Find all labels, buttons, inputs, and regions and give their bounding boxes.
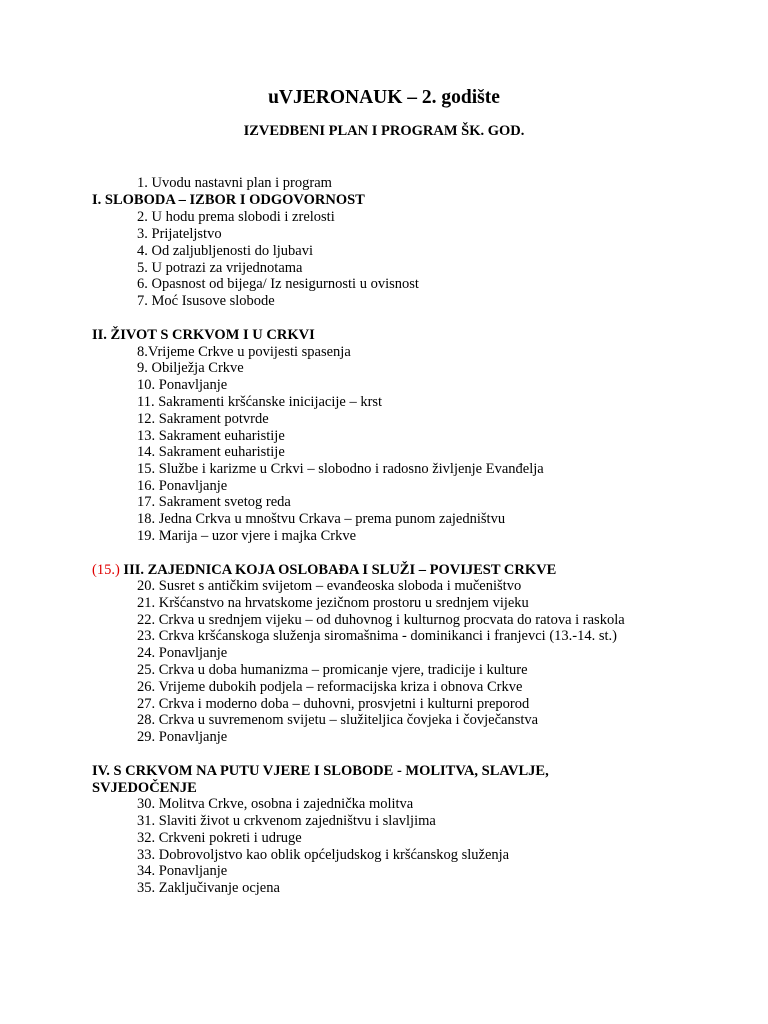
list-item: 16. Ponavljanje <box>137 478 228 494</box>
list-item: 22. Crkva u srednjem vijeku – od duhovnog i kulturnog procvata do ratova i raskola <box>137 612 625 628</box>
list-item: 21. Kršćanstvo na hrvatskome jezičnom prostoru u srednjem vijeku <box>137 595 529 611</box>
list-item: 18. Jedna Crkva u mnoštvu Crkava – prema punom zajedništvu <box>137 511 506 527</box>
list-item: 12. Sakrament potvrde <box>137 411 269 427</box>
list-item: 30. Molitva Crkve, osobna i zajednička molitva <box>137 796 414 812</box>
list-item: 11. Sakramenti kršćanske inicijacije – krst <box>137 394 383 410</box>
list-item: 29. Ponavljanje <box>137 729 228 745</box>
list-item: 3. Prijateljstvo <box>137 226 222 242</box>
list-item: 15. Službe i karizme u Crkvi – slobodno i radosno življenje Evanđelja <box>137 461 544 477</box>
list-item: 31. Slaviti život u crkvenom zajedništvu i slavljima <box>137 813 436 829</box>
document-subtitle: IZVEDBENI PLAN I PROGRAM ŠK. GOD. <box>243 123 525 139</box>
list-item: 13. Sakrament euharistije <box>137 428 285 444</box>
list-item: 14. Sakrament euharistije <box>137 444 285 460</box>
list-item: 17. Sakrament svetog reda <box>137 494 291 510</box>
list-item: 9. Obilježja Crkve <box>137 360 244 376</box>
list-item: 7. Moć Isusove slobode <box>137 293 275 309</box>
list-item: 8.Vrijeme Crkve u povijesti spasenja <box>137 344 351 360</box>
section-heading <box>92 562 556 579</box>
document-title: uVJERONAUK – 2. godište <box>268 87 500 108</box>
list-item: 10. Ponavljanje <box>137 377 228 393</box>
list-item: 33. Dobrovoljstvo kao oblik općeljudskog i kršćanskog služenja <box>137 847 510 863</box>
list-item: 24. Ponavljanje <box>137 645 228 661</box>
list-item: 27. Crkva i moderno doba – duhovni, prosvjetni i kulturni preporod <box>137 696 530 712</box>
intro-item: 1. Uvodu nastavni plan i program <box>137 175 332 191</box>
section-heading: II. ŽIVOT S CRKVOM I U CRKVI <box>92 327 315 343</box>
section-heading: IV. S CRKVOM NA PUTU VJERE I SLOBODE - MOLITVA, SLAVLJE, <box>92 763 549 779</box>
list-item: 4. Od zaljubljenosti do ljubavi <box>137 243 313 259</box>
section-note-prefix: (15.) <box>92 562 120 578</box>
list-item: 28. Crkva u suvremenom svijetu – služiteljica čovjeka i čovječanstva <box>137 712 539 728</box>
section-heading-text: III. ZAJEDNICA KOJA OSLOBAĐA I SLUŽI – POVIJEST CRKVE <box>123 562 557 578</box>
list-item: 5. U potrazi za vrijednotama <box>137 260 303 276</box>
list-item: 26. Vrijeme dubokih podjela – reformacijska kriza i obnova Crkve <box>137 679 523 695</box>
list-item: 23. Crkva kršćanskoga služenja siromašnima - dominikanci i franjevci (13.-14. st.) <box>137 628 617 644</box>
list-item: 32. Crkveni pokreti i udruge <box>137 830 302 846</box>
list-item: 6. Opasnost od bijega/ Iz nesigurnosti u ovisnost <box>137 276 419 292</box>
section-heading-continued: SVJEDOČENJE <box>92 780 197 796</box>
list-item: 25. Crkva u doba humanizma – promicanje vjere, tradicije i kulture <box>137 662 528 678</box>
list-item: 35. Zaključivanje ocjena <box>137 880 280 896</box>
section-heading: I. SLOBODA – IZBOR I ODGOVORNOST <box>92 192 365 208</box>
list-item: 34. Ponavljanje <box>137 863 228 879</box>
list-item: 19. Marija – uzor vjere i majka Crkve <box>137 528 357 544</box>
list-item: 2. U hodu prema slobodi i zrelosti <box>137 209 335 225</box>
list-item: 20. Susret s antičkim svijetom – evanđeoska sloboda i mučeništvo <box>137 578 522 594</box>
